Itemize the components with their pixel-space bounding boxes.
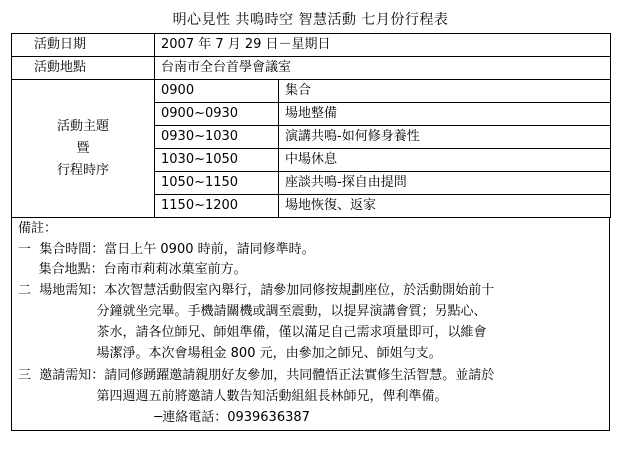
- topic-label-line: 暨: [76, 140, 90, 156]
- contact-phone: ─連絡電話：0939636387: [18, 410, 310, 425]
- topic-label-line: 活動主題: [56, 118, 109, 134]
- schedule-time: 1030~1050: [155, 149, 279, 172]
- place-label: 活動地點: [12, 57, 155, 80]
- schedule-item: 中場休息: [279, 149, 611, 172]
- schedule-time: 1050~1150: [155, 172, 279, 195]
- notes-line: 一 集合時間：當日上午 0900 時前，請同修準時。: [18, 242, 315, 257]
- notes-line: 場潔淨。本次會場租金 800 元，由參加之師兄、師姐勻支。: [18, 346, 442, 361]
- notes-line: 茶水，請各位師兄、師姐準備，僅以滿足自己需求項量即可，以維會: [18, 325, 487, 340]
- schedule-item: 演講共鳴-如何修身養性: [279, 126, 611, 149]
- notes-line: 二 場地需知：本次智慧活動假室內舉行，請參加同修按規劃座位，於活動開始前十: [18, 283, 495, 298]
- schedule-time: 0900~0930: [155, 103, 279, 126]
- date-value: 2007 年 7 月 29 日－星期日: [155, 34, 611, 57]
- schedule-row: [12, 80, 611, 103]
- notes-line: 第四週週五前將邀請人數告知活動組組長林師兄，俾利準備。: [18, 389, 448, 404]
- place-value: 台南市全台首學會議室: [155, 57, 611, 80]
- schedule-time: 0930~1030: [155, 126, 279, 149]
- topic-label-line: 行程時序: [56, 162, 109, 178]
- schedule-time: 1150~1200: [155, 195, 279, 218]
- notes-line: 三 邀請需知：請同修踴躍邀請親朋好友參加，共同體悟正法實修生活智慧。並請於: [18, 368, 495, 383]
- document-title: 明心見性 共鳴時空 智慧活動 七月份行程表: [172, 12, 449, 28]
- schedule-table: [11, 33, 611, 218]
- schedule-item: 集合: [279, 80, 611, 103]
- schedule-item: 座談共鳴-探自由提問: [279, 172, 611, 195]
- schedule-item: 場地恢復、返家: [279, 195, 611, 218]
- place-row: [12, 57, 611, 80]
- date-row: [12, 34, 611, 57]
- notes-section: [11, 218, 610, 431]
- notes-line: 集合地點：台南市莉莉冰菓室前方。: [18, 262, 247, 277]
- notes-line: 分鐘就坐完畢。手機請關機或調至震動，以提昇演講會質；另點心、: [18, 304, 487, 319]
- schedule-item: 場地整備: [279, 103, 611, 126]
- notes-heading: 備註：: [18, 221, 58, 236]
- schedule-document: [11, 8, 610, 431]
- date-label: 活動日期: [12, 34, 155, 57]
- schedule-time: 0900: [155, 80, 279, 103]
- topic-label: [12, 80, 155, 218]
